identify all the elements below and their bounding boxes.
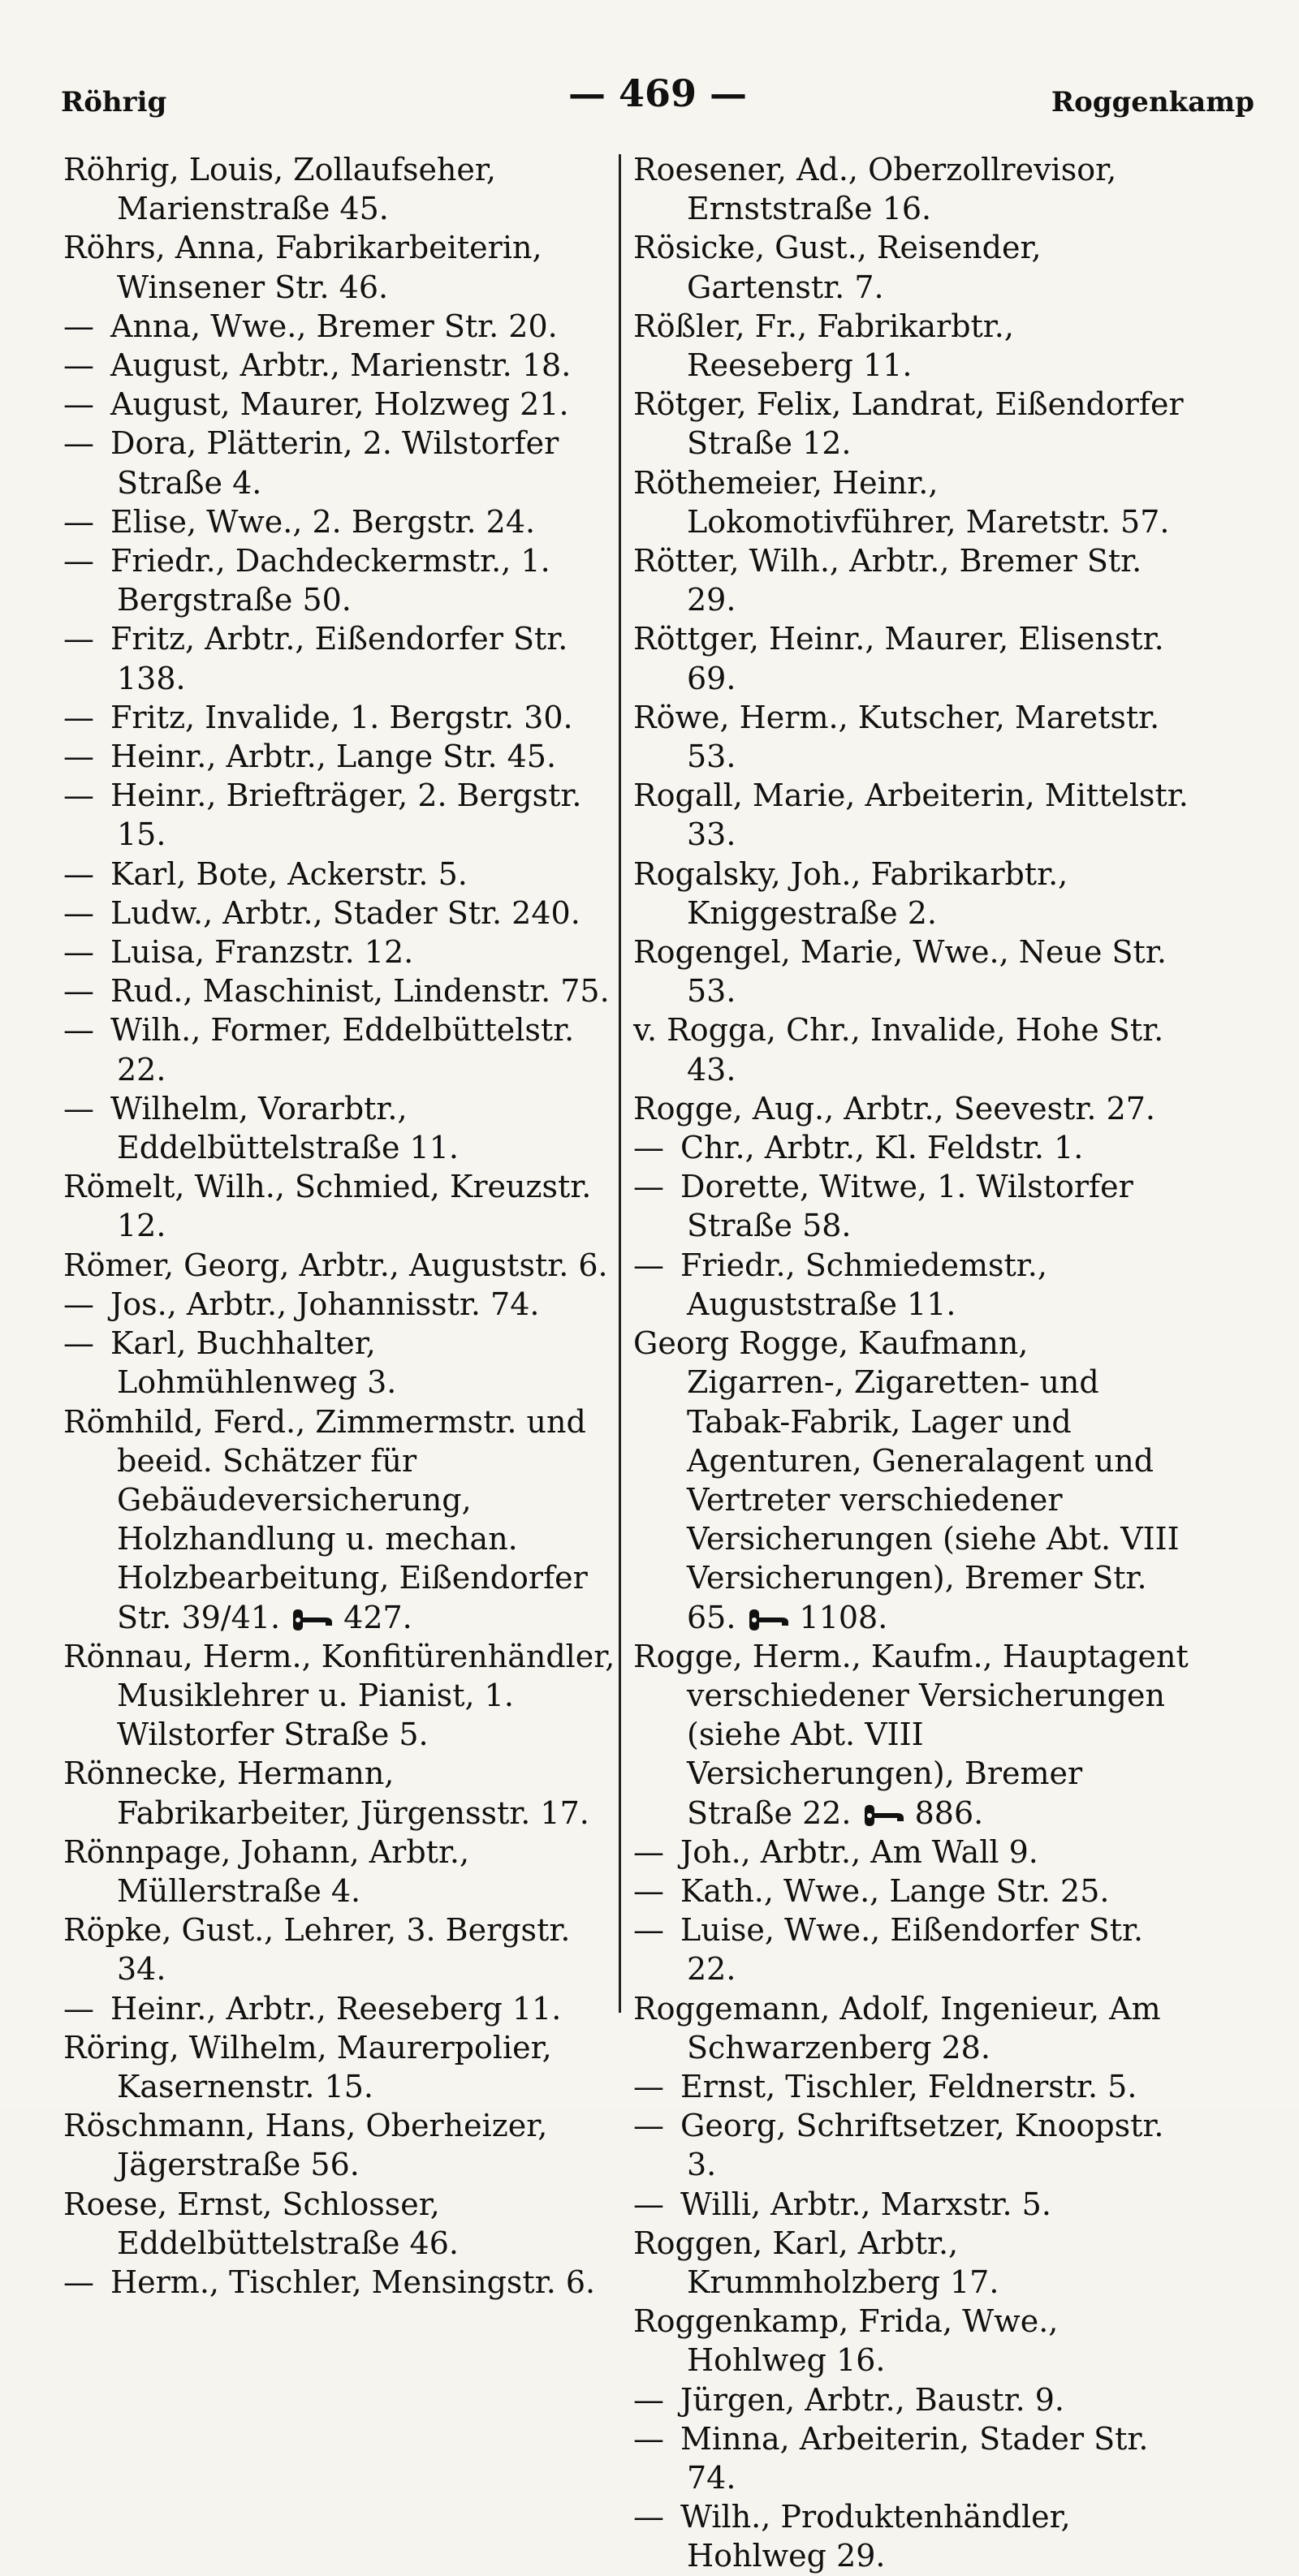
directory-entry <box>633 1167 1189 1245</box>
entry-text: Georg, Schriftsetzer, Knoopstr. 3. <box>680 2108 1164 2183</box>
entry-text: Rogge, Aug., Arbtr., Seevestr. 27. <box>633 1090 1156 1126</box>
entry-text: Wilh., Produktenhändler, Hohlweg 29. <box>680 2499 1071 2574</box>
entry-text: Minna, Arbeiterin, Stader Str. 74. <box>680 2420 1149 2496</box>
entry-text: Ernst, Tischler, Feldnerstr. 5. <box>680 2068 1137 2104</box>
entry-text: Jürgen, Arbtr., Baustr. 9. <box>680 2381 1064 2418</box>
entry-text: Dora, Plätterin, 2. Wilstorfer Straße 4. <box>110 425 559 501</box>
entry-text: Roesener, Ad., Oberzollrevisor, Ernststraße 16. <box>633 152 1117 227</box>
directory-entry <box>633 1010 1189 1088</box>
entry-text: v. Rogga, Chr., Invalide, Hohe Str. 43. <box>633 1012 1164 1088</box>
directory-entry <box>63 228 624 306</box>
directory-entry <box>63 150 624 228</box>
directory-entry <box>633 541 1189 619</box>
entry-text: Rogalsky, Joh., Fabrikarbtr., Kniggestraße 2. <box>633 855 1068 931</box>
directory-entry <box>63 1989 624 2028</box>
entry-text: Roggenkamp, Frida, Wwe., Hohlweg 16. <box>633 2303 1059 2379</box>
directory-entry <box>633 1989 1189 2067</box>
ditto-dash: — <box>633 2381 664 2418</box>
ditto-dash: — <box>63 1325 94 1362</box>
entry-text: Elise, Wwe., 2. Bergstr. 24. <box>110 503 536 540</box>
entry-text: Joh., Arbtr., Am Wall 9. <box>680 1833 1038 1870</box>
entry-text: Fritz, Invalide, 1. Bergstr. 30. <box>110 699 573 735</box>
directory-entry <box>63 307 624 346</box>
entry-text: Luise, Wwe., Eißendorfer Str. 22. <box>680 1912 1144 1988</box>
entry-text: Karl, Bote, Ackerstr. 5. <box>110 855 468 892</box>
ditto-dash: — <box>633 1130 664 1166</box>
entry-text: Römer, Georg, Arbtr., Auguststr. 6. <box>63 1247 608 1283</box>
directory-entry <box>633 2419 1189 2497</box>
entry-text: Kath., Wwe., Lange Str. 25. <box>680 1872 1110 1909</box>
ditto-dash: — <box>63 739 94 775</box>
directory-entry <box>633 2380 1189 2419</box>
directory-entry <box>63 776 624 854</box>
directory-entry <box>633 2224 1189 2302</box>
directory-entry <box>633 776 1189 854</box>
entry-text: Friedr., Dachdeckermstr., 1. Bergstraße 50. <box>110 543 550 618</box>
left-column <box>63 150 624 2302</box>
directory-entry <box>63 1637 624 1755</box>
entry-text: Rösicke, Gust., Reisender, Gartenstr. 7. <box>633 230 1042 305</box>
directory-entry <box>63 1089 624 1167</box>
header-right-keyword: Roggenkamp <box>1051 86 1254 118</box>
column-divider <box>619 154 621 2013</box>
ditto-dash: — <box>633 1912 664 1949</box>
directory-entry <box>633 2185 1189 2224</box>
directory-entry <box>633 698 1189 776</box>
entry-text: Chr., Arbtr., Kl. Feldstr. 1. <box>680 1130 1084 1166</box>
directory-entry <box>63 698 624 737</box>
directory-entry <box>633 1324 1189 1637</box>
entry-text: Röhrs, Anna, Fabrikarbeiterin, Winsener Str. 46. <box>63 230 542 305</box>
entry-text: Röhrig, Louis, Zollaufseher, Marienstraße 45. <box>63 152 496 227</box>
ditto-dash: — <box>63 894 94 931</box>
entry-text: Jos., Arbtr., Johannisstr. 74. <box>110 1286 540 1322</box>
entry-text: August, Maurer, Holzweg 21. <box>110 386 569 423</box>
entry-text: Rogall, Marie, Arbeiterin, Mittelstr. 33. <box>633 778 1189 853</box>
entry-text: Anna, Wwe., Bremer Str. 20. <box>110 308 558 344</box>
right-column <box>633 150 1189 2576</box>
directory-entry <box>63 894 624 933</box>
directory-entry <box>63 2263 624 2302</box>
ditto-dash: — <box>633 2186 664 2222</box>
phone-number: 427. <box>343 1599 412 1635</box>
ditto-dash: — <box>633 2420 664 2457</box>
directory-entry <box>633 855 1189 933</box>
ditto-dash: — <box>633 1872 664 1909</box>
entry-text: Roggen, Karl, Arbtr., Krummholzberg 17. <box>633 2225 999 2300</box>
directory-entry <box>63 541 624 619</box>
entry-text: Roese, Ernst, Schlosser, Eddelbüttelstraße 46. <box>63 2186 459 2261</box>
ditto-dash: — <box>63 503 94 540</box>
entry-text: Rogengel, Marie, Wwe., Neue Str. 53. <box>633 934 1167 1010</box>
directory-entry <box>633 385 1189 463</box>
entry-text: Rönnpage, Johann, Arbtr., Müllerstraße 4. <box>63 1833 470 1909</box>
directory-entry <box>63 424 624 502</box>
entry-text: Röwe, Herm., Kutscher, Maretstr. 53. <box>633 699 1160 775</box>
entry-text: Georg Rogge, Kaufmann, Zigarren-, Zigaretten- und Tabak-Fabrik, Lager und Agenturen, Generalagent und Vertreter verschiedener Versicherungen (siehe Abt. VIII Versicherungen), Bremer Str. 65. <box>633 1325 1180 1635</box>
directory-entry <box>633 1872 1189 1910</box>
ditto-dash: — <box>63 2264 94 2300</box>
entry-text: Röschmann, Hans, Oberheizer, Jägerstraße 56. <box>63 2108 548 2183</box>
directory-entry <box>63 971 624 1010</box>
entry-text: Röthemeier, Heinr., Lokomotivführer, Maretstr. 57. <box>633 464 1170 540</box>
entry-text: Ludw., Arbtr., Stader Str. 240. <box>110 894 580 931</box>
entry-text: Heinr., Arbtr., Lange Str. 45. <box>110 739 557 775</box>
directory-entry <box>63 2185 624 2263</box>
entry-text: Heinr., Arbtr., Reeseberg 11. <box>110 1990 562 2027</box>
directory-entry <box>63 737 624 776</box>
directory-entry <box>63 1167 624 1245</box>
directory-entry <box>633 1246 1189 1324</box>
ditto-dash: — <box>63 778 94 814</box>
ditto-dash: — <box>63 699 94 735</box>
directory-entry <box>633 1128 1189 1167</box>
directory-entry <box>633 619 1189 697</box>
entry-text: Fritz, Arbtr., Eißendorfer Str. 138. <box>110 621 568 696</box>
entry-text: Rogge, Herm., Kaufm., Hauptagent verschiedener Versicherungen (siehe Abt. VIII Versicherungen), Bremer Straße 22. <box>633 1638 1189 1831</box>
directory-entry <box>63 1754 624 1832</box>
entry-text: August, Arbtr., Marienstr. 18. <box>110 347 572 384</box>
ditto-dash: — <box>63 1990 94 2027</box>
entry-text: Rönnecke, Hermann, Fabrikarbeiter, Jürgensstr. 17. <box>63 1755 589 1831</box>
directory-entry <box>633 2302 1189 2380</box>
telephone-icon <box>746 1608 792 1632</box>
directory-entry <box>633 150 1189 228</box>
phone-number: 1108. <box>799 1599 888 1635</box>
entry-text: Rößler, Fr., Fabrikarbtr., Reeseberg 11. <box>633 308 1014 384</box>
entry-text: Wilh., Former, Eddelbüttelstr. 22. <box>110 1012 575 1088</box>
directory-entry <box>63 1010 624 1088</box>
entry-text: Karl, Buchhalter, Lohmühlenweg 3. <box>110 1325 397 1401</box>
entry-text: Heinr., Briefträger, 2. Bergstr. 15. <box>110 778 582 853</box>
ditto-dash: — <box>63 347 94 384</box>
entry-text: Roggemann, Adolf, Ingenieur, Am Schwarzenberg 28. <box>633 1990 1161 2066</box>
ditto-dash: — <box>63 425 94 462</box>
entry-text: Wilhelm, Vorarbtr., Eddelbüttelstraße 11. <box>110 1090 459 1166</box>
directory-entry <box>63 1285 624 1324</box>
ditto-dash: — <box>63 1012 94 1049</box>
entry-text: Röttger, Heinr., Maurer, Elisenstr. 69. <box>633 621 1164 696</box>
ditto-dash: — <box>63 543 94 579</box>
entry-text: Römelt, Wilh., Schmied, Kreuzstr. 12. <box>63 1169 592 1244</box>
ditto-dash: — <box>633 1169 664 1205</box>
page-number: — 469 — <box>568 71 748 115</box>
telephone-icon <box>861 1803 907 1828</box>
directory-entry <box>633 2497 1189 2575</box>
entry-text: Dorette, Witwe, 1. Wilstorfer Straße 58. <box>680 1169 1133 1244</box>
directory-entry <box>63 385 624 424</box>
ditto-dash: — <box>63 1286 94 1322</box>
directory-entry <box>633 933 1189 1010</box>
directory-entry <box>63 933 624 971</box>
entry-text: Römhild, Ferd., Zimmermstr. und beeid. Schätzer für Gebäudeversicherung, Holzhandlung u. mechan. Holzbearbeitung, Eißendorfer Str. 39/41. <box>63 1403 588 1635</box>
directory-entry <box>63 346 624 385</box>
directory-entry <box>633 228 1189 306</box>
directory-entry <box>633 1910 1189 1988</box>
ditto-dash: — <box>63 386 94 423</box>
directory-entry <box>63 1324 624 1402</box>
entry-text: Röring, Wilhelm, Maurerpolier, Kasernenstr. 15. <box>63 2029 552 2104</box>
directory-entry <box>63 2106 624 2184</box>
directory-entry <box>63 502 624 541</box>
entry-text: Rötter, Wilh., Arbtr., Bremer Str. 29. <box>633 543 1142 618</box>
directory-entry <box>633 2067 1189 2106</box>
ditto-dash: — <box>63 934 94 971</box>
directory-entry <box>63 855 624 894</box>
directory-entry <box>63 1246 624 1285</box>
entry-text: Rönnau, Herm., Konfitürenhändler, Musiklehrer u. Pianist, 1. Wilstorfer Straße 5. <box>63 1638 615 1753</box>
entry-text: Röpke, Gust., Lehrer, 3. Bergstr. 34. <box>63 1912 571 1988</box>
ditto-dash: — <box>633 1833 664 1870</box>
page-header <box>61 71 1254 128</box>
header-left-keyword: Röhrig <box>61 86 167 118</box>
ditto-dash: — <box>63 1090 94 1126</box>
directory-entry <box>633 463 1189 541</box>
entry-text: Luisa, Franzstr. 12. <box>110 934 414 971</box>
directory-entry <box>633 1089 1189 1128</box>
ditto-dash: — <box>63 621 94 657</box>
ditto-dash: — <box>63 855 94 892</box>
ditto-dash: — <box>63 973 94 1010</box>
directory-entry <box>633 2106 1189 2184</box>
ditto-dash: — <box>633 2068 664 2104</box>
ditto-dash: — <box>63 308 94 344</box>
ditto-dash: — <box>633 2108 664 2144</box>
entry-text: Rud., Maschinist, Lindenstr. 75. <box>110 973 610 1010</box>
ditto-dash: — <box>633 2499 664 2535</box>
ditto-dash: — <box>633 1247 664 1283</box>
directory-entry <box>63 1402 624 1637</box>
entry-text: Friedr., Schmiedemstr., Auguststraße 11. <box>680 1247 1047 1322</box>
directory-entry <box>633 1833 1189 1872</box>
directory-entry <box>63 2028 624 2106</box>
telephone-icon <box>290 1608 335 1632</box>
directory-entry <box>63 1910 624 1988</box>
directory-entry <box>633 307 1189 385</box>
entry-text: Herm., Tischler, Mensingstr. 6. <box>110 2264 596 2300</box>
directory-entry <box>63 1833 624 1910</box>
phone-number: 886. <box>914 1794 984 1831</box>
directory-entry <box>63 619 624 697</box>
directory-entry <box>633 1637 1189 1833</box>
entry-text: Rötger, Felix, Landrat, Eißendorfer Straße 12. <box>633 386 1184 462</box>
entry-text: Willi, Arbtr., Marxstr. 5. <box>680 2186 1051 2222</box>
